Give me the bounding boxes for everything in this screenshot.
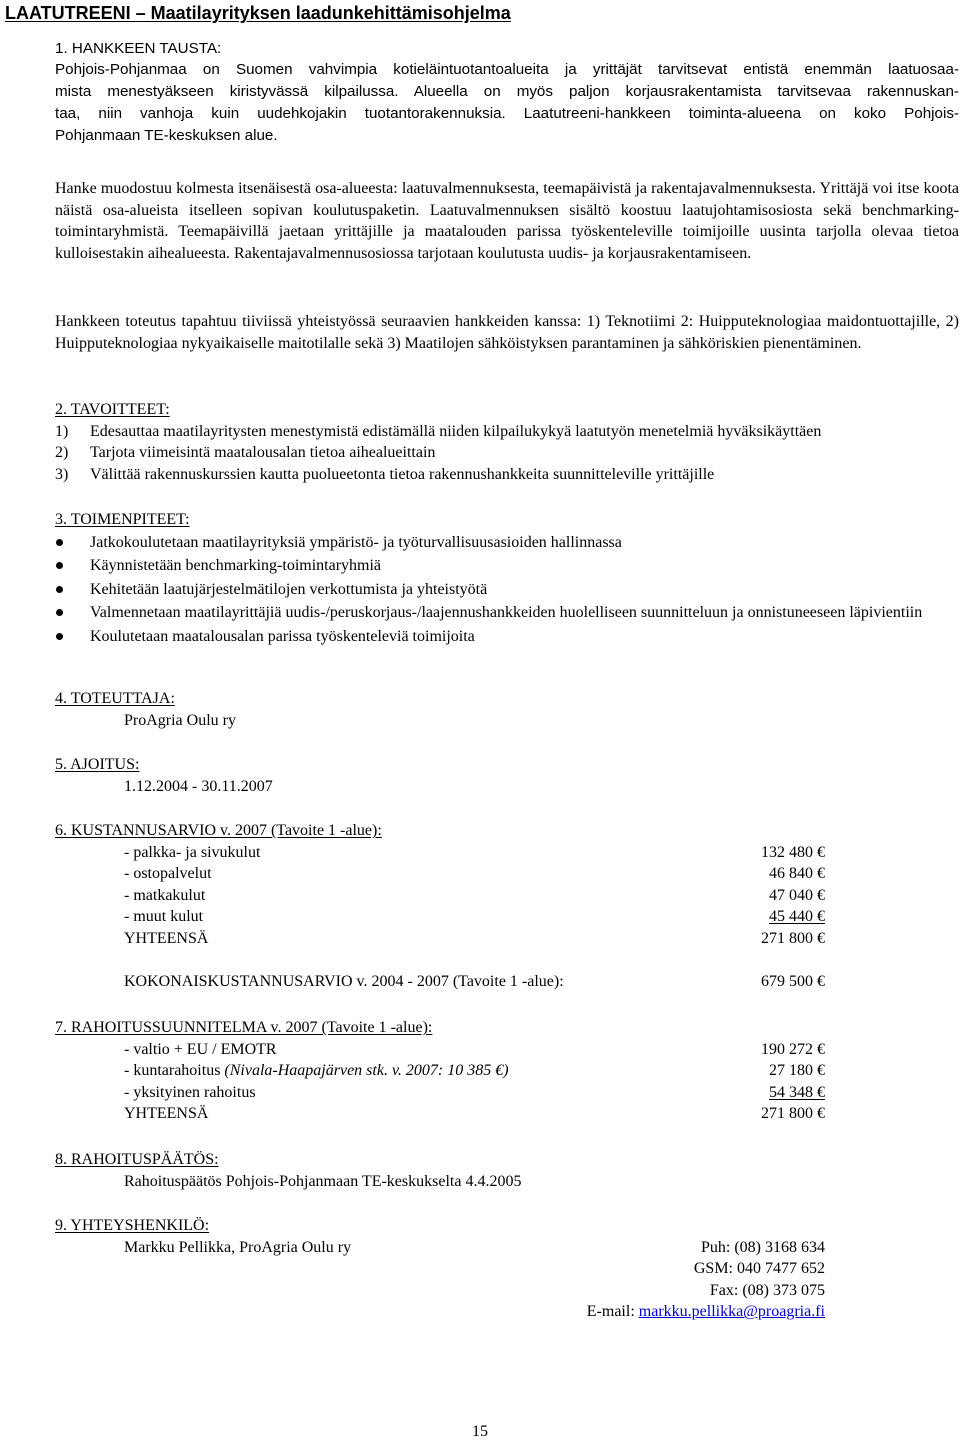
financing-label: - kuntarahoitus <box>124 1062 225 1080</box>
section-actions <box>55 509 959 648</box>
financing-amount: 54 348 € <box>769 1083 825 1101</box>
contact-phone: Puh: (08) 3168 634 <box>701 1238 825 1256</box>
section-heading: 6. KUSTANNUSARVIO v. 2007 (Tavoite 1 -alue): <box>55 822 382 839</box>
section-contact <box>55 1215 959 1325</box>
cost-amount: 271 800 € <box>761 929 825 947</box>
section-schedule <box>55 754 959 797</box>
list-item: Käynnistetään benchmarking-toimintaryhmiä <box>55 555 959 577</box>
section-heading: 1. HANKKEEN TAUSTA: <box>55 40 222 57</box>
section-heading: 7. RAHOITUSSUUNNITELMA v. 2007 (Tavoite 1 -alue): <box>55 1019 433 1036</box>
cost-amount: 47 040 € <box>769 886 825 904</box>
section-heading: 3. TOIMENPITEET: <box>55 511 190 528</box>
cost-row <box>55 842 959 864</box>
list-number: 2) <box>55 444 69 462</box>
cost-amount: 46 840 € <box>769 865 825 883</box>
paragraph: Hanke muodostuu kolmesta itsenäisestä osa-alueesta: laatuvalmennuksesta, teemapäivistä ja rakentajavalmennuksesta. Yrittäjä voi itse koota näistä osa-alueista itselleen sopivan koulutuspaketin. Laatuvalmennuksen sisältö koostuu laatujohtamisosiosta sekä benchmarking-toimintaryhmistä. Teemapäivillä jaetaan yrittäjille ja maatalouden parissa työskenteleville toimijoille uusinta tarjolla olevaa tietoa kulloisestakin aihealueesta. Rakentajavalmennusosiossa tarjotaan koulutusta uudis- ja korjausrakentamiseen. <box>55 180 959 262</box>
contact-fax: Fax: (08) 373 075 <box>709 1281 825 1299</box>
overall-total-row <box>55 971 959 993</box>
paragraph-line: Pohjois-Pohjanmaa on Suomen vahvimpia kotieläintuotantoalueita ja yrittäjät tarvitsevat entistä enemmän laatuosaa- <box>55 61 959 78</box>
cost-label: - ostopalvelut <box>124 865 212 883</box>
paragraph-line: Pohjanmaan TE-keskuksen alue. <box>55 127 278 144</box>
document-title: LAATUTREENI – Maatilayrityksen laadunkehittämisohjelma <box>5 3 511 23</box>
section-background <box>55 38 959 158</box>
list-number: 1) <box>55 422 69 440</box>
overall-total-label: KOKONAISKUSTANNUSARVIO v. 2004 - 2007 (Tavoite 1 -alue): <box>124 973 564 991</box>
funding-decision-value: Rahoituspäätös Pohjois-Pohjanmaan TE-keskukselta 4.4.2005 <box>124 1172 522 1190</box>
section-financing-plan <box>55 1017 959 1125</box>
list-item-text: Edesauttaa maatilayritysten menestymistä edistämällä niiden kilpailukykyä laatutyön menetelmiä hyväksikäyttäen <box>90 422 822 440</box>
section-goals <box>55 399 959 485</box>
cost-label: - muut kulut <box>124 908 204 926</box>
list-number: 3) <box>55 465 69 483</box>
section-heading: 4. TOTEUTTAJA: <box>55 690 175 707</box>
section-heading: 8. RAHOITUSPÄÄTÖS: <box>55 1151 219 1168</box>
list-item <box>55 442 959 464</box>
contact-details <box>587 1237 825 1323</box>
list-item-text: Tarjota viimeisintä maatalousalan tietoa aihealueittain <box>90 444 436 462</box>
implementer-value: ProAgria Oulu ry <box>124 711 236 729</box>
contact-gsm: GSM: 040 7477 652 <box>693 1260 825 1278</box>
section-funding-decision <box>55 1149 959 1192</box>
cost-label: - matkakulut <box>124 886 206 904</box>
cost-total-row <box>55 928 959 950</box>
list-item: Kehitetään laatujärjestelmätilojen verkottumista ja yhteistyötä <box>55 579 959 601</box>
financing-row <box>55 1082 959 1104</box>
paragraph-cooperation <box>55 311 959 354</box>
list-item: Valmennetaan maatilayrittäjiä uudis-/peruskorjaus-/laajennushankkeiden huolelliseen suunnitteluun ja onnistuneeseen läpivientiin <box>55 602 959 624</box>
list-item: Jatkokoulutetaan maatilayrityksiä ympäristö- ja työturvallisuusasioiden hallinnassa <box>55 532 959 554</box>
paragraph: Hankkeen toteutus tapahtuu tiiviissä yhteistyössä seuraavien hankkeiden kanssa: 1) Teknotiimi 2: Huipputeknologiaa maidontuottajille, 2) Huipputeknologiaa nykyaikaiselle maitotilalle sekä 3) Maatilojen sähköistyksen parantaminen ja sähköriskien pienentäminen. <box>55 313 959 352</box>
financing-note: (Nivala-Haapajärven stk. v. 2007: 10 385 €) <box>224 1062 509 1080</box>
section-heading: 9. YHTEYSHENKILÖ: <box>55 1217 210 1234</box>
page-number: 15 <box>472 1423 488 1440</box>
schedule-value: 1.12.2004 - 30.11.2007 <box>124 777 273 795</box>
financing-row <box>55 1039 959 1061</box>
section-heading: 5. AJOITUS: <box>55 756 140 773</box>
financing-label: - yksityinen rahoitus <box>124 1083 256 1101</box>
financing-amount: 27 180 € <box>769 1062 825 1080</box>
financing-row <box>55 1060 959 1082</box>
financing-amount: 271 800 € <box>761 1105 825 1123</box>
contact-block <box>55 1237 959 1325</box>
paragraph-line: mista menestyäkseen kiristyvässä kilpailussa. Alueella on myös paljon korjausrakentamista tarvitsevaa rakennuskan- <box>55 83 959 100</box>
financing-label: YHTEENSÄ <box>124 1105 209 1123</box>
cost-amount: 45 440 € <box>769 908 825 926</box>
cost-row <box>55 863 959 885</box>
overall-total-amount: 679 500 € <box>761 973 825 991</box>
contact-name: Markku Pellikka, ProAgria Oulu ry <box>124 1238 352 1256</box>
section-implementer <box>55 688 959 731</box>
paragraph-line: taa, niin vanhoja kuin uudehkojakin tuotantorakennuksia. Laatutreeni-hankkeen toiminta-alueena on koko Pohjois- <box>55 105 959 122</box>
cost-amount: 132 480 € <box>761 843 825 861</box>
list-item <box>55 421 959 443</box>
cost-label: YHTEENSÄ <box>124 929 209 947</box>
financing-amount: 190 272 € <box>761 1040 825 1058</box>
contact-email-row <box>587 1301 825 1323</box>
section-heading: 2. TAVOITTEET: <box>55 401 170 418</box>
list-item <box>55 464 959 486</box>
financing-total-row <box>55 1103 959 1125</box>
contact-email-link[interactable]: markku.pellikka@proagria.fi <box>638 1303 825 1321</box>
financing-label: - valtio + EU / EMOTR <box>124 1040 277 1058</box>
list-item-text: Välittää rakennuskurssien kautta puolueetonta tietoa rakennushankkeita suunnitteleville yrittäjille <box>90 465 715 483</box>
cost-row <box>55 906 959 928</box>
section-cost-estimate <box>55 820 959 993</box>
actions-list <box>55 532 959 648</box>
contact-email-label: E-mail: <box>586 1303 639 1321</box>
paragraph-structure <box>55 178 959 264</box>
goals-list <box>55 421 959 486</box>
list-item: Koulutetaan maatalousalan parissa työskenteleviä toimijoita <box>55 626 959 648</box>
cost-row <box>55 885 959 907</box>
cost-label: - palkka- ja sivukulut <box>124 843 261 861</box>
